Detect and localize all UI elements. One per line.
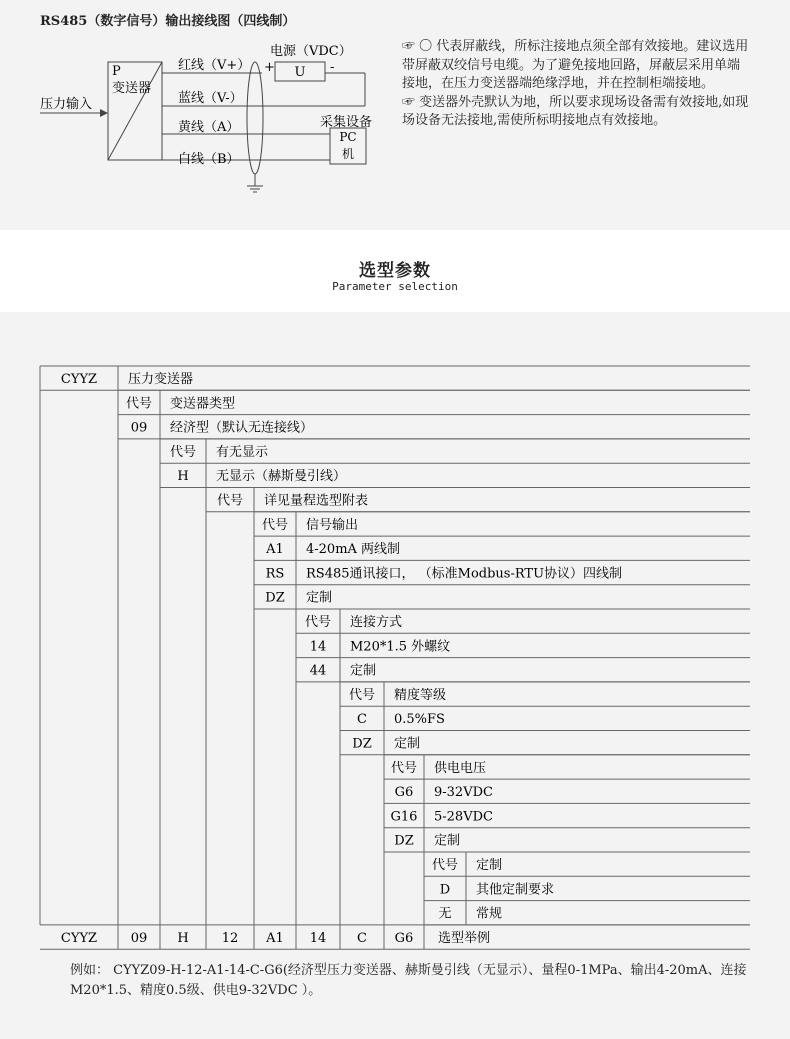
collector-label: 采集设备 [320,115,373,130]
code-cell: 14 [309,639,327,655]
desc-cell: 定制 [434,833,461,849]
code-cell: 代号 [304,615,332,630]
note-shield: ☞ 〇 代表屏蔽线，所标注接地点须全部有效接地。建议选用带屏蔽双绞信号电缆。为了避免接地回路，屏蔽层采用单端接地，在压力变送器端绝缘浮地，并在控制柜端接地。 [402,39,749,91]
desc-cell: RS485通讯接口， （标准Modbus-RTU协议）四线制 [306,566,623,582]
code-cell: 代号 [431,858,459,873]
desc-cell: 定制 [394,736,421,752]
desc-cell: 定制 [350,663,377,679]
code-cell: G16 [390,809,418,825]
example-code: 09 [130,930,148,946]
desc-cell: 连接方式 [350,615,403,630]
desc-cell: 供电电压 [434,760,487,776]
wire-blue-label: 蓝线（V-） [178,91,243,106]
model-selection-table [0,360,790,960]
desc-cell: 详见量程选型附表 [264,493,369,509]
desc-cell: 常规 [476,906,503,922]
code-cell: CYYZ [60,372,98,387]
transmitter-p-label: P [112,64,121,79]
code-cell: DZ [265,590,285,606]
wiring-notes [402,38,752,131]
selection-example: 例如： CYYZ09-H-12-A1-14-C-G6(经济型压力变送器、赫斯曼引线（无显示）、量程0-1MPa、输出4-20mA、连接M20*1.5、精度0.5级、供电9-32VDC ）。 [70,963,747,998]
desc-cell: M20*1.5 外螺纹 [350,639,451,655]
desc-cell: 9-32VDC [434,785,493,801]
code-cell: C [357,712,367,728]
example-code: H [177,930,189,946]
desc-cell: 其他定制要求 [476,882,555,898]
code-cell: 代号 [348,687,376,703]
code-cell: 代号 [390,760,418,776]
code-cell: 无 [438,906,452,922]
example-code: 12 [221,930,239,946]
desc-cell: 精度等级 [394,687,447,703]
note-grounding: ☞ 变送器外壳默认为地，所以要求现场设备需有效接地,如现场设备无法接地,需使所标明接地点有效接地。 [402,94,749,128]
desc-cell: 定制 [476,858,503,873]
power-plus: + [264,60,275,75]
shield-symbol [247,62,263,174]
desc-cell: 经济型（默认无连接线） [170,420,314,436]
power-u: U [294,65,306,80]
wire-yellow-label: 黄线（A） [178,120,240,135]
code-cell: RS [265,566,285,582]
code-cell: A1 [266,542,284,558]
desc-cell: 有无显示 [216,444,269,460]
example-code: G6 [394,930,414,946]
code-cell: G6 [394,785,414,801]
code-cell: DZ [352,736,372,752]
desc-cell: 0.5%FS [394,712,445,728]
code-cell: 09 [130,420,148,436]
wiring-section [0,0,790,230]
section-subtitle: Parameter selection [332,280,458,293]
wire-white-label: 白线（B） [178,152,240,167]
wire-red-label: 红线（V+） [178,58,251,73]
power-minus: - [330,60,335,75]
code-cell: D [439,882,451,898]
example-row-label: 选型举例 [438,930,491,946]
example-code: 14 [309,930,327,946]
input-label: 压力输入 [40,97,93,112]
transmitter-label: 变送器 [112,81,152,96]
code-cell: DZ [394,833,414,849]
wiring-heading: RS485（数字信号）输出接线图（四线制） [40,14,296,29]
pc-label-line1: PC [339,130,357,144]
desc-cell: 4-20mA 两线制 [306,542,401,558]
code-cell: 44 [309,663,327,679]
pc-label-line2: 机 [341,147,355,161]
power-label: 电源（VDC） [270,44,352,59]
code-cell: H [177,469,189,485]
section-title: 选型参数 [359,261,431,281]
desc-cell: 变送器类型 [170,396,236,412]
code-cell: 代号 [261,517,289,533]
desc-cell: 5-28VDC [434,809,493,825]
desc-cell: 无显示（赫斯曼引线） [216,469,347,485]
desc-cell: 压力变送器 [128,372,194,387]
example-code: CYYZ [60,930,98,946]
wiring-diagram [0,0,400,200]
example-code: A1 [266,930,284,946]
code-cell: 代号 [169,444,197,460]
input-arrowhead [100,109,108,117]
code-cell: 代号 [216,493,244,509]
desc-cell: 定制 [306,590,333,606]
desc-cell: 信号输出 [306,517,359,533]
example-code: C [357,930,367,946]
code-cell: 代号 [125,396,153,412]
